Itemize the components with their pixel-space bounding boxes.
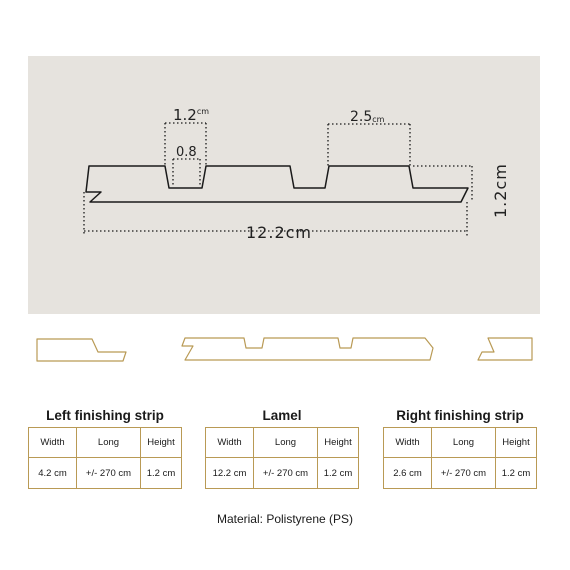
header-long: Long — [254, 428, 318, 458]
header-width: Width — [384, 428, 432, 458]
dim-label-height: 1.2cm — [491, 163, 510, 218]
header-height: Height — [141, 428, 182, 458]
header-long: Long — [77, 428, 141, 458]
table-value-row — [29, 458, 182, 489]
value-height: 1.2 cm — [141, 458, 182, 489]
table-header-row — [384, 428, 537, 458]
header-width: Width — [206, 428, 254, 458]
table-header-row — [29, 428, 182, 458]
table-value-row — [384, 458, 537, 489]
spec-table — [383, 427, 537, 489]
header-long: Long — [432, 428, 496, 458]
spec-table — [28, 427, 182, 489]
right-finishing-strip-table — [383, 406, 537, 489]
value-width: 2.6 cm — [384, 458, 432, 489]
lamel-outline — [182, 338, 433, 360]
value-height: 1.2 cm — [496, 458, 537, 489]
value-height: 1.2 cm — [318, 458, 359, 489]
right-strip-outline — [478, 338, 532, 360]
table-value-row — [206, 458, 359, 489]
value-long: +/- 270 cm — [432, 458, 496, 489]
profile-diagram-panel — [28, 56, 540, 314]
table-title: Right finishing strip — [396, 408, 524, 423]
left-finishing-strip-table — [28, 406, 182, 489]
material-caption: Material: Polistyrene (PS) — [216, 512, 354, 526]
lamel-table — [205, 406, 359, 489]
dim-label-0-8: 0.8 — [176, 145, 197, 160]
dim-label-1-2: $1.2^{cm}$ — [173, 106, 210, 124]
dim-label-width: 12.2cm — [246, 223, 313, 242]
pieces-row — [0, 326, 570, 370]
table-title: Lamel — [262, 408, 302, 423]
spec-table — [205, 427, 359, 489]
profile-diagram — [28, 56, 540, 314]
left-strip-outline — [37, 339, 126, 361]
table-header-row — [206, 428, 359, 458]
lamel-profile-outline — [86, 166, 468, 202]
header-height: Height — [318, 428, 359, 458]
value-width: 4.2 cm — [29, 458, 77, 489]
value-width: 12.2 cm — [206, 458, 254, 489]
value-long: +/- 270 cm — [77, 458, 141, 489]
dim-label-2-5: 2.5cm — [350, 109, 385, 125]
value-long: +/- 270 cm — [254, 458, 318, 489]
table-title: Left finishing strip — [46, 408, 164, 423]
header-width: Width — [29, 428, 77, 458]
header-height: Height — [496, 428, 537, 458]
